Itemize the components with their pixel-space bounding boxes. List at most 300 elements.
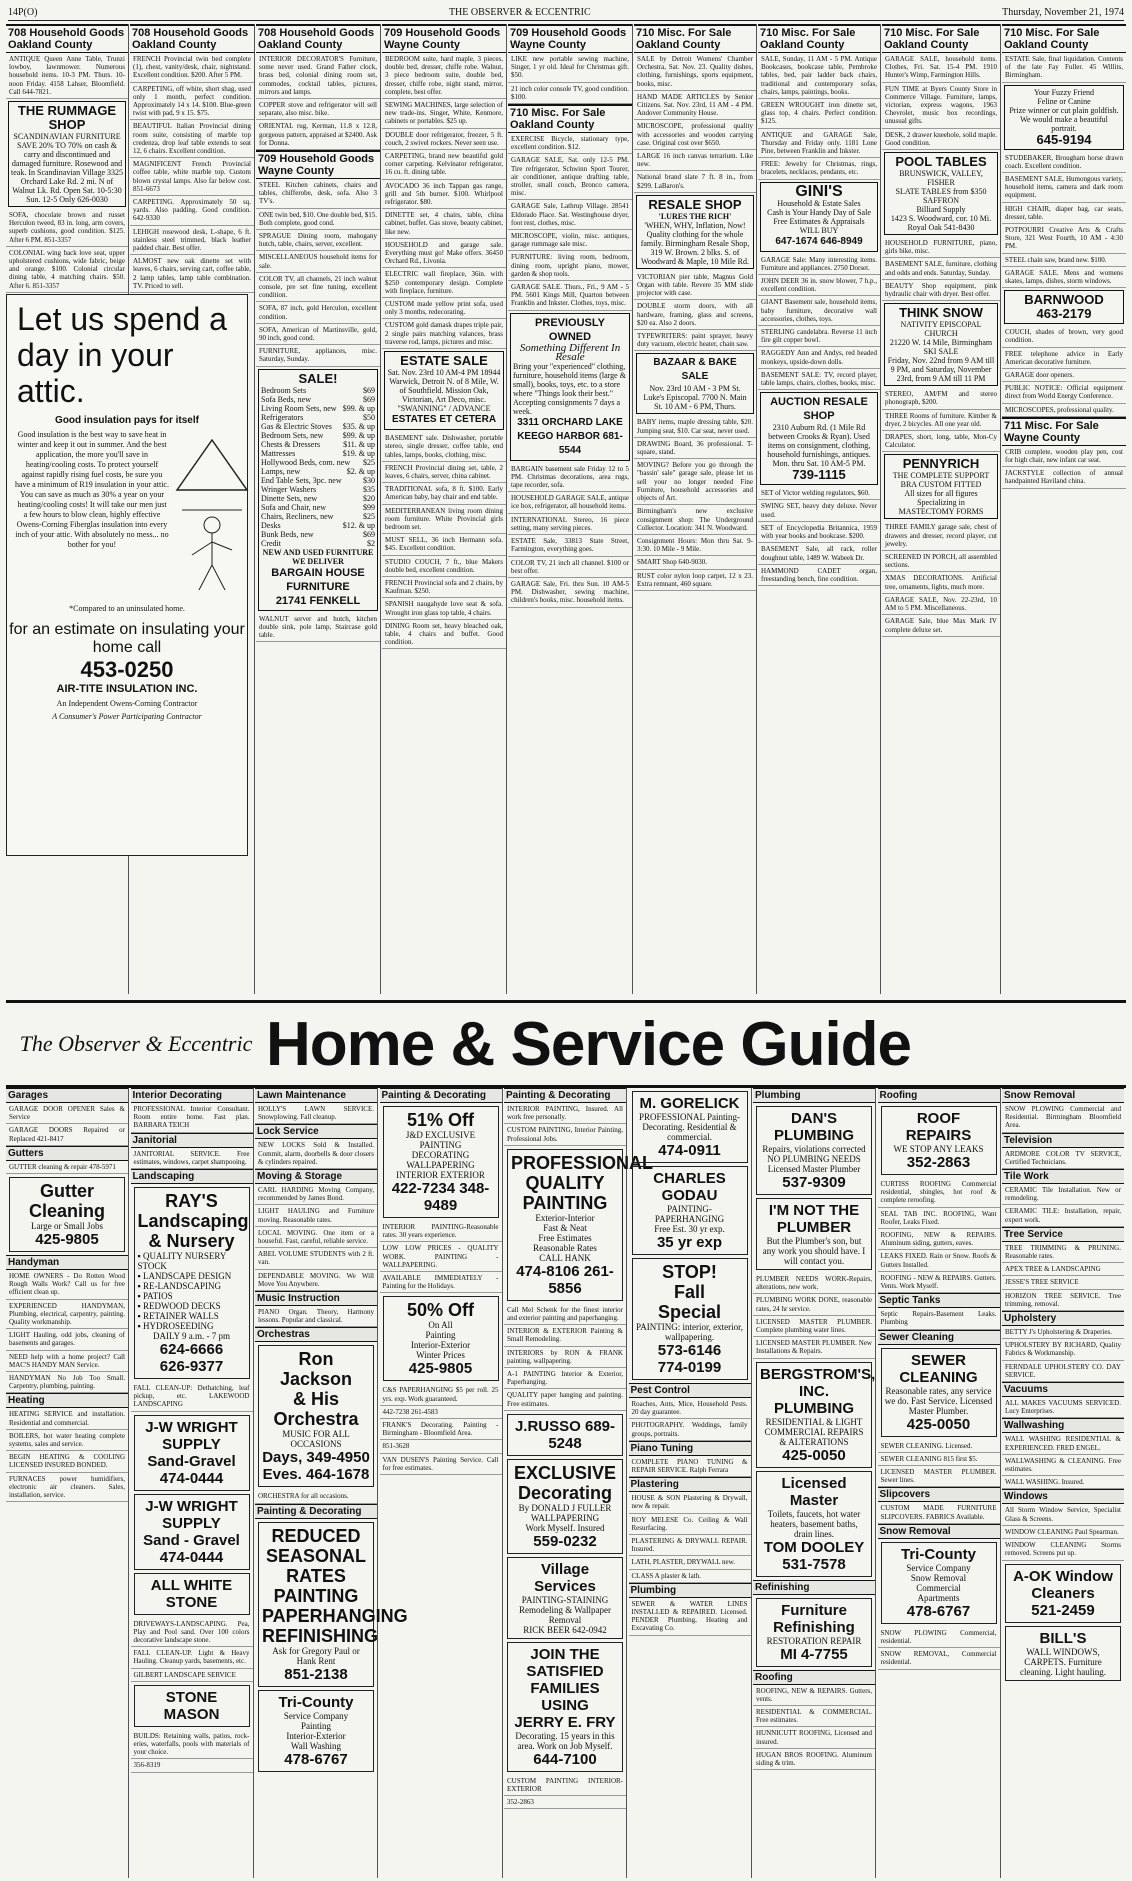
ad-body: 'WHEN, WHY, Inflation, Now! Quality clothing for the whole family. Birmingham Resale Shop, 319 W. Brown. 2 blks. S. of Woodward & Maple, 10 Mile Rd. [640, 220, 750, 266]
service-listing: ALL MAKES VACUUMS SERVICED. Lucy Enterprises. [1002, 1397, 1124, 1418]
service-list-item: ▪ RETAINER WALLS [137, 1311, 219, 1322]
sale-item-row [261, 521, 375, 530]
service-listing: WALL WASHING. Insured. [1002, 1476, 1124, 1489]
display-ad-title: RAY'S Landscaping & Nursery [137, 1191, 249, 1252]
service-listing: UPHOLSTERY BY RICHARD, Quality Fabrics & Workmanship. [1002, 1339, 1124, 1360]
ad-phone: 739-1115 [792, 467, 846, 483]
classified-column-3 [256, 24, 381, 994]
classified-ad: ESTATE Sale, 33813 State Street, Farmington, everything goes. [508, 535, 632, 556]
display-ad [507, 1414, 623, 1456]
ad-title: BAZAAR & BAKE SALE [653, 357, 737, 383]
classified-ad: CARPETING. Approximately 50 sq. yards. Also padding. Good condition. 642-9330 [130, 196, 254, 226]
classified-ad: DRAWING Board, 36 professional. T-square, stand. [634, 438, 756, 459]
sale-item-name: Mattresses [261, 448, 296, 458]
service-column-4 [380, 1088, 503, 1878]
service-listing: 356-8319 [131, 1759, 253, 1772]
column-heading: 710 Misc. For Sale Oakland County [508, 104, 632, 133]
display-ad-body: On All Painting Interior-Exterior Winter Prices [410, 1320, 471, 1361]
sale-item-row [261, 458, 375, 467]
service-listing: SNOW PLOWING Commercial and Residential. Birmingham Bloomfield Area. [1002, 1103, 1124, 1133]
service-listing: ROY MELESE Co. Ceiling & Wall Resurfacing. [629, 1514, 751, 1535]
display-ad-body: But the Plumber's son, but any work you should have. I will contact you. [762, 1236, 866, 1266]
sale-item-price: $19. & up [342, 448, 375, 458]
sale-item-name: Chests & Dressers [261, 439, 321, 449]
display-ad-body: PROFESSIONAL Painting-Decorating. Residential & commercial. [639, 1112, 740, 1142]
classified-ad: FURNITURE: living room, bedroom, dining room, upright piano, mower, garden & shop tools. [508, 251, 632, 281]
display-ad [756, 1362, 876, 1468]
sale-item-price: $69 [363, 529, 375, 539]
display-ad-title: Gutter Cleaning [28, 1181, 105, 1222]
sale-item-price: $2 [367, 538, 375, 548]
classified-ad: JACKSTYLE collection of annual handpainted Haviland china. [1002, 467, 1126, 488]
display-ad [881, 1106, 997, 1175]
service-listing: QUALITY paper hanging and painting. Free estimates. [504, 1389, 626, 1410]
display-ad-body: Ask for Gregory Paul or Hank Rent [272, 1645, 360, 1666]
display-ad-phone: 474-0911 [658, 1142, 721, 1159]
classified-ad: HOUSEHOLD and garage sale. Everything must go! Make offers. 36450 Orchard Rd., Livonia. [382, 239, 506, 269]
display-ad-body: Large or Small Jobs [30, 1221, 104, 1232]
classified-ad: BEAUTY Shop equipment, pink hydraulic chair with dryer. Best offer. [882, 280, 1000, 301]
service-listing: EXPERIENCED HANDYMAN, Plumbing, electrical, carpentry, painting. Quality workmanship. [6, 1300, 128, 1330]
service-listing: ABEL VOLUME STUDENTS with 2 ft. van. [255, 1248, 377, 1269]
service-list-item: ▪ HYDROSEEDING [137, 1321, 214, 1332]
display-ad-phone: 478-6767 [906, 1602, 971, 1620]
classified-ad: SALE, Sunday, 11 AM - 5 PM. Antique Bookcases, bookcase table, Pembroke tables, bed, pair ladder back chairs, traditional and contemporary sofas, chairs, lamps, paintings, books. [758, 53, 880, 99]
classified-ad: GARAGE SALE, Nov. 22-23rd, 10 AM to 5 PM. Miscellaneous. [882, 594, 1000, 615]
sale-item-row [261, 404, 375, 413]
classified-ad: Birmingham's new exclusive consignment shop: The Underground Collector. Location: 341 N. Woodward. [634, 505, 756, 535]
display-ad-phone: MI 4-7755 [780, 1645, 848, 1663]
classified-ad: BARGAIN basement sale Friday 12 to 5 PM. Christmas decorations, area rugs, tape recorder, sofa. [508, 463, 632, 493]
service-listing: 442-7238 261-4583 [380, 1406, 502, 1419]
service-listing: HUNNICUTT ROOFING, Licensed and insured. [753, 1727, 875, 1748]
ad-body: BRUNSWICK, VALLEY, FISHER SLATE TABLES from $350 SAFFRON Billiard Supply [895, 169, 987, 215]
display-ad [756, 1471, 872, 1577]
classified-ad: INTERNATIONAL Stereo, 16 piece setting, many serving pieces. [508, 514, 632, 535]
service-listing: LOW LOW PRICES - QUALITY WORK. PAINTING - WALLPAPERING. [380, 1242, 502, 1272]
fuzzy-friend-ad [1004, 85, 1124, 150]
service-listing: PHOTOGRAPHY. Weddings, family groups, portraits. [629, 1419, 751, 1440]
display-ad-phone: 425-9805 [35, 1231, 99, 1249]
category-heading: Windows [1002, 1489, 1124, 1504]
display-ad-title: STOP! Fall Special [657, 1262, 722, 1322]
display-ad [134, 1685, 250, 1727]
column-heading: 710 Misc. For Sale Oakland County [758, 24, 880, 53]
service-listing: PLUMBER NEEDS WORK-Repairs, alterations, new work. [753, 1273, 875, 1294]
sale-item-name: Bedroom Sets, new [261, 430, 324, 440]
service-listing: Call Mel Schenk for the finest interior and exterior painting and paperhanging. [504, 1304, 626, 1325]
previously-owned-ad [510, 313, 630, 461]
column-heading: 709 Household Goods Wayne County [382, 24, 506, 53]
sale-item-row [261, 467, 375, 476]
display-ad-title: ROOF REPAIRS [905, 1110, 972, 1144]
category-heading: Handyman [6, 1255, 128, 1270]
service-listing: HOUSE & SON Plastering & Drywall, new & repair. [629, 1492, 751, 1513]
sale-item-name: Bedroom Sets [261, 385, 307, 395]
service-listing: SEWER & WATER LINES INSTALLED & REPAIRED. Licensed. PENDER Plumbing, Heating and Excavating Co. [629, 1598, 751, 1636]
sale-item-row [261, 503, 375, 512]
classified-ad: BASEMENT SALE: TV, record player, table lamps, chairs, clothes, books, misc. [758, 369, 880, 390]
service-listing: PLASTERING & DRYWALL REPAIR. Insured. [629, 1535, 751, 1556]
insulation-estimate: for an estimate on insulating your home call [9, 621, 245, 656]
display-ad-phone: 352-2863 [906, 1154, 971, 1171]
sale-item-name: Dinette Sets, new [261, 493, 318, 503]
sale-item-price: $25 [363, 511, 375, 521]
estate-body: Sat. Nov. 23rd 10 AM-4 PM 18944 Warwick, Detroit N. of 8 Mile, W. of Southfield. Mission Oak, Victorian, Art Deco, misc. "SWANNING" / ADVANCE [387, 368, 501, 414]
classified-ad: LEHIGH rosewood desk, L-shape, 6 ft. stainless steel trimmed, black leather padded chair. Best offer. [130, 226, 254, 256]
service-listing: HUGAN BROS ROOFING. Aluminum siding & trim. [753, 1749, 875, 1770]
sale-item-price: $12. & up [342, 520, 375, 530]
sale-item-price: $35. & up [342, 421, 375, 431]
display-ad-title: Tri-County [901, 1545, 976, 1563]
service-guide-listings [6, 1088, 1126, 1878]
classified-ad: BASEMENT sale. Dishwasher, portable stereo, single dresser, coffee table, end tables, lamps, books, clothing, misc. [382, 432, 506, 462]
display-ad-body: Toilets, faucets, hot water heaters, basement baths, drain lines. [767, 1508, 861, 1539]
display-ad-body: WE STOP ANY LEAKS [893, 1144, 984, 1154]
service-listing: BEGIN HEATING & COOLING LICENSED INSURED BONDED. [6, 1451, 128, 1472]
classified-ad: HIGH CHAIR, diaper bag, car seats, dresser, table. [1002, 203, 1126, 224]
classified-ad: GARAGE Sale, Lathrup Village. 28541 Eldorado Place. Sat. Westinghouse dryer, foot rest, clothes, misc. [508, 200, 632, 230]
display-ad [507, 1557, 623, 1639]
classified-ad: AVOCADO 36 inch Tappan gas range, grill and 5th burner. $100. Whirlpool refrigerator. $80. [382, 180, 506, 210]
service-listing: Roaches, Ants, Mice, Household Pests. 20 day guarantee. [629, 1398, 751, 1419]
ad-title: BARNWOOD [1024, 292, 1104, 308]
category-heading: Music Instruction [255, 1291, 377, 1306]
service-listing: INTERIOR PAINTING-Reasonable rates. 30 years experience. [380, 1221, 502, 1242]
classified-ad: FREE telephone advice in Early American decorative furniture. [1002, 348, 1126, 369]
service-listing: WALLWASHING & CLEANING. Free estimates. [1002, 1455, 1124, 1476]
classified-ad: ESTATE Sale, final liquidation. Contents of the late Fay Fuller. 45 Willits, Birmingham. [1002, 53, 1126, 83]
service-listing: ARDMORE COLOR TV SERVICE, Certified Technicians. [1002, 1148, 1124, 1169]
sale-item-row [261, 413, 375, 422]
display-ad-phone: 478-6767 [284, 1750, 348, 1768]
sale-item-name: Desks [261, 520, 281, 530]
barnwood-ad [1004, 290, 1124, 324]
category-heading: Tree Service [1002, 1227, 1124, 1242]
display-ad-body: By DONALD J FULLER WALLPAPERING Work Myself. Insured [518, 1502, 612, 1533]
display-ad-title: 50% Off [406, 1300, 475, 1321]
sale-item-row [261, 440, 375, 449]
service-listing: FALL CLEAN-UP. Light & Heavy Hauling. Cleanup yards, basements, etc. [131, 1647, 253, 1668]
classified-ad: FREE: Jewelry for Christmas, rings, bracelets, necklaces, pendants, etc. [758, 158, 880, 179]
classified-ad: SEWING MACHINES, large selection of new trade-ins. Singer, White, Kenmore, cabinets or portables. $25 up. [382, 99, 506, 129]
category-heading: Upholstery [1002, 1311, 1124, 1326]
service-column-7 [753, 1088, 876, 1878]
display-ad-body: Service Company Painting Interior-Exterior Wall Washing [283, 1710, 349, 1751]
service-listing: TREE TRIMMING & PRUNING. Reasonable rates. [1002, 1242, 1124, 1263]
sale-item-row [261, 476, 375, 485]
classified-column-6 [634, 24, 757, 994]
classified-ad: MUST SELL, 36 inch Hermann sofa. $45. Excellent condition. [382, 534, 506, 555]
ad-address: 1423 S. Woodward, cor. 10 Mi. Royal Oak 541-8430 [890, 214, 992, 233]
classified-ad: MOVING? Before you go through the "bassin' sale" garage sale, please let us sell your no longer needed Fine Furniture, household accessories and objects of Art. [634, 459, 756, 505]
classified-ad: SET of Encyclopedia Britannica, 1959 with year books and bookcase. $200. [758, 522, 880, 543]
column-heading: 711 Misc. For Sale Wayne County [1002, 417, 1126, 446]
classified-ad: SOFA, chocolate brown and russet Herculon tweed, 83 in. long, arm covers, superb cushions, good condition. $125. After 6 PM. 851-3357 [6, 209, 128, 247]
service-listing: CERAMIC TILE: Installation, repair, expert work. [1002, 1205, 1124, 1226]
display-ad-title: CHARLES GODAU [653, 1170, 726, 1204]
sale-item-row [261, 539, 375, 548]
display-ad-title: Ron Jackson & His Orchestra [273, 1349, 359, 1430]
classifieds-top [6, 24, 1126, 994]
auction-resale-ad [760, 392, 878, 485]
classified-ad: XMAS DECORATIONS. Artificial tree, ornaments, lights, much more. [882, 572, 1000, 593]
category-heading: Roofing [753, 1670, 875, 1685]
classified-ad: FUN TIME at Byers County Store in Commerce Village. Furniture, lamps, victorian, express wagons, 1963 Chevrolet, music box recordings, unusual gifts. [882, 83, 1000, 129]
service-listing: FRANK'S Decorating. Painting - Birmingham - Bloomfield Area. [380, 1419, 502, 1440]
service-listing: C&S PAPERHANGING $5 per roll. 25 yrs. exp. Work guaranteed. [380, 1384, 502, 1405]
service-listing: FALL CLEAN-UP: Dethatching, leaf pickup, etc. LAKEWOOD LANDSCAPING [131, 1382, 253, 1412]
classified-ad: DINING Room set, heavy bleached oak, table, 4 chairs and buffet. Good condition. [382, 620, 506, 650]
category-heading: Pest Control [629, 1383, 751, 1398]
sale-ad [258, 369, 378, 611]
service-listing: CUSTOM PAINTING, Interior Painting, Professional Jobs. [504, 1124, 626, 1145]
classified-ad: SMART Shop 640-9030. [634, 556, 756, 569]
display-ad-body: PAINTING-STAINING Remodeling & Wallpaper Removal RICK BEER 642-0942 [518, 1594, 612, 1635]
sale-item-name: Sofa Beds, new [261, 394, 311, 404]
classified-ad: SCREENED IN PORCH, all assembled sections. [882, 551, 1000, 572]
classified-ad: GARAGE SALE, household items. Clothes, Fri. Sat. 15-4 PM. 1910 Hunter's Wimp, Farmington Hills. [882, 53, 1000, 83]
sale-item-row [261, 422, 375, 431]
service-listing: WINDOW CLEANING Paul Spearman. [1002, 1526, 1124, 1539]
category-heading: Roofing [878, 1088, 1000, 1103]
ad-phone: 645-9194 [1036, 131, 1092, 147]
display-ad [383, 1296, 499, 1381]
category-heading: Refinishing [753, 1580, 875, 1595]
classified-ad: SOFA, American of Martinsville, gold, 90 inch, good cond. [256, 324, 380, 345]
sale-item-price: $69 [363, 385, 375, 395]
newspaper-logo: The Observer & Eccentric [19, 1031, 253, 1056]
category-heading: Television [1002, 1133, 1124, 1148]
insulation-company: AIR-TITE INSULATION INC. [56, 683, 198, 695]
sale-item-row [261, 530, 375, 539]
service-listing: LATH, PLASTER, DRYWALL new. [629, 1556, 751, 1569]
classified-ad: MAGNIFICENT French Provincial coffee table, white marble top. Custom blown crystal lamps. Also far below cost. 851-6673 [130, 158, 254, 196]
service-listing: CUSTOM PAINTING INTERIOR-EXTERIOR [504, 1775, 626, 1796]
display-ad-title: EXCLUSIVE Decorating [513, 1462, 617, 1503]
classified-ad: VICTORIAN pier table, Magnus Gold Organ with table. Revere 35 MM slide projector with case. [634, 271, 756, 301]
display-ad-phone: 425-0050 [906, 1415, 971, 1433]
sale-item-name: Chairs, Recliners, new [261, 511, 334, 521]
service-listing: INTERIORS by RON & FRANK painting, wallpapering. [504, 1347, 626, 1368]
ad-body: Household & Estate Sales Cash is Your Handy Day of Sale Free Estimates & Appraisals WILL BUY [767, 198, 871, 235]
display-ad-title: DAN'S PLUMBING [774, 1110, 854, 1144]
display-ad-title: I'M NOT THE PLUMBER [768, 1202, 860, 1236]
display-ad-title: M. GORELICK [639, 1095, 740, 1112]
service-listing: NEW LOCKS Sold & Installed. Commit, alarm, doorbells & door closers & cylinders repaired. [255, 1139, 377, 1169]
classified-ad: GARAGE Sale: Many interesting items. Furniture and appliances. 2750 Dorset. [758, 254, 880, 275]
service-listing: A-1 PAINTING Interior & Exterior, Paperhanging. [504, 1368, 626, 1389]
display-ad-phone: 474-0444 [159, 1469, 224, 1487]
service-listing: BUILDS: Retaining walls, patios, rock-eries, waterfalls, pools with materials of your choice. [131, 1730, 253, 1760]
classified-ad: RUST color nylon loop carpet, 12 x 23. Extra remnant, 460 square. [634, 570, 756, 591]
page-header [8, 4, 1124, 21]
sale-item-row [261, 512, 375, 521]
sale-store: BARGAIN HOUSE FURNITURE 21741 FENKELL [271, 566, 365, 607]
category-heading: Sewer Cleaning [878, 1330, 1000, 1345]
category-heading: Wallwashing [1002, 1418, 1124, 1433]
category-heading: Snow Removal [1002, 1088, 1124, 1103]
classified-column-4 [382, 24, 507, 994]
sale-item-row [261, 431, 375, 440]
classified-ad: HAMMOND CADET organ, freestanding bench, fine condition. [758, 565, 880, 586]
display-ad-body: PAINTING: interior, exterior, wallpapering. [636, 1322, 743, 1342]
classified-ad: SWING SET, heavy duty deluxe. Never used. [758, 500, 880, 521]
classified-ad: SPRAGUE Dining room, mahogany hutch, table, chairs, server, excellent. [256, 230, 380, 251]
display-ad [756, 1198, 872, 1270]
classified-ad: DRAPES, short, long, table, Mon-Cy Calculator. [882, 431, 1000, 452]
service-column-1 [6, 1088, 129, 1878]
insulation-phone: 453-0250 [80, 657, 174, 682]
classified-ad: EXERCISE Bicycle, stationary type, excellent condition. $12. [508, 133, 632, 154]
sale-item-price: $99. & up [342, 403, 375, 413]
service-list-item: ▪ QUALITY NURSERY STOCK [137, 1251, 227, 1272]
classified-ad: MEDITERRANEAN living room dining room furniture. White Provincial girls bedroom set. [382, 505, 506, 535]
display-ad-phone: 474-8106 261-5856 [516, 1262, 614, 1297]
ad-title: RESALE SHOP [648, 196, 742, 212]
display-ad [507, 1149, 654, 1301]
display-ad-body: MUSIC FOR ALL OCCASIONS [282, 1429, 350, 1450]
column-heading: 709 Household Goods Wayne County [508, 24, 632, 53]
category-heading: Snow Removal [878, 1524, 1000, 1539]
classified-ad: BABY items, maple dressing table, $20. Jumping seat, $10. Car seat, never used. [634, 416, 756, 437]
classified-ad: BEDROOM suite, hard maple, 3 pieces, double bed, dresser, chiffe robe. Walnut, 3 piece bedroom suite, double bed, dresser, chiffe robe, night stand, mirror, complete, best offer. [382, 53, 506, 99]
classified-ad: FURNITURE, appliances, misc. Saturday, Sunday. [256, 345, 380, 366]
sale-item-name: Refrigerators [261, 412, 304, 422]
classified-ad: INTERIOR DECORATOR'S Furniture, some never used. Grand Father clock, brass bed, colonial dining room set, commodes, cocktail tables, pictures, mirrors and lamps. [256, 53, 380, 99]
classified-column-5 [508, 24, 633, 994]
service-listing: PROFESSIONAL Interior Consultant. Room entire home. Fast plan. BARBARA TEICH [131, 1103, 253, 1133]
classified-ad: BASEMENT SALE, furniture, clothing and odds and ends. Saturday, Sunday. [882, 258, 1000, 279]
sale-item-name: Lamps, new [261, 466, 301, 476]
display-ad [258, 1522, 408, 1687]
column-heading: 708 Household Goods Oakland County [256, 24, 380, 53]
estate-company: ESTATES ET CETERA [391, 414, 497, 426]
ad-body: SCANDINAVIAN FURNITURE SAVE 20% TO 70% on cash & carry and discontinued and damaged furniture. Rosewood and teak. In Scandinavian Village 3325 Orchard Lake Rd. 2 mi. N of Walnut Lk. Rd. Open Sat. 10-5:30 Sun. 12-5 Only 626-0030 [11, 132, 124, 205]
ad-subtitle: 'LURES THE RICH' [658, 211, 732, 221]
column-heading: 710 Misc. For Sale Oakland County [634, 24, 756, 53]
sale-item-row [261, 485, 375, 494]
classified-ad: CUSTOM gold damask drapes triple pair, 2 single pairs matching valances, brass traverse rod, lamps, pictures and misc. [382, 319, 506, 349]
service-list-item: ▪ RE-LANDSCAPING [137, 1281, 221, 1292]
service-list-item: ▪ PATIOS [137, 1291, 173, 1302]
display-ad-title: JOIN THE SATISFIED FAMILIES USING JERRY E. FRY [514, 1645, 616, 1731]
classified-ad: FRENCH Provincial twin bed complete (1), chest, vanity/desk, chair, nightstand. Excellent condition. $200. After 5 PM. [130, 53, 254, 83]
classified-ad: GARAGE Sale, Fri. thru Sun. 10 AM-5 PM. Dishwasher, sewing machine, children's books, misc. household items. [508, 578, 632, 608]
display-ad-title: A-OK Window Cleaners [1013, 1567, 1113, 1602]
service-listing: JANITORIAL SERVICE. Free estimates, windows, carpet shampooing. [131, 1148, 253, 1169]
service-listing: HEATING SERVICE and installation. Residential and commercial. [6, 1408, 128, 1429]
service-listing: LICENSED MASTER PLUMBER. Sewer lines. [878, 1466, 1000, 1487]
sale-item-name: Wringer Washers [261, 484, 317, 494]
classified-ad: POTPOURRI Creative Arts & Crafts Store, 321 West Fourth, 10 AM - 4:30 PM. [1002, 224, 1126, 254]
classified-column-9 [1002, 24, 1126, 994]
classified-ad: GARAGE SALE. Mens and womens skates, lamps, dishes, storm windows. [1002, 267, 1126, 288]
estate-title: ESTATE SALE [400, 353, 488, 369]
classified-ad: MICROSCOPE, violin, misc. antiques, garage rummage sale misc. [508, 230, 632, 251]
display-ad-title: J-W WRIGHT SUPPLY Sand - Gravel [143, 1497, 240, 1549]
service-listing: WINDOW CLEANING Storms removed. Screens put up. [1002, 1539, 1124, 1560]
display-ad [756, 1106, 872, 1195]
service-listing: LIGHT Hauling, odd jobs, cleaning of basements and garages. [6, 1329, 128, 1350]
category-heading: Landscaping [131, 1169, 253, 1184]
sale-item-name: Sofa and Chair, new [261, 502, 326, 512]
think-snow-ad [884, 303, 998, 386]
insulation-footnote: *Compared to an uninsulated home. [69, 604, 185, 613]
classified-ad: COLOR TV, 21 inch all channel. $100 or best offer. [508, 557, 632, 578]
classified-ad: LARGE 16 inch canvas terrarium. Like new. [634, 150, 756, 171]
ad-body: Nov. 23rd 10 AM - 3 PM St. Luke's Episcopal. 7700 N. Main St. 10 AM - 6 PM, Thurs. [643, 384, 747, 412]
service-listing: NEED help with a home project? Call MAC'S HANDY MAN Service. [6, 1351, 128, 1372]
service-listing: INTERIOR PAINTING, Insured. All work free personally. [504, 1103, 626, 1124]
classified-ad: SET of Victor welding regulators, $60. [758, 487, 880, 500]
classified-ad: FRENCH Provincial sofa and 2 chairs, by Kaufman. $250. [382, 577, 506, 598]
display-ad-title: BILL'S [1039, 1629, 1087, 1647]
classified-column-2 [130, 24, 255, 994]
classified-ad: MICROSCOPE, professional quality with accessories and wooden carrying case. Original cost over $650. [634, 120, 756, 150]
service-listing: CUSTOM MADE FURNITURE SLIPCOVERS. FABRICS Available. [878, 1502, 1000, 1523]
category-heading: Gutters [6, 1146, 128, 1161]
display-ad-phone: 425-0050 [782, 1446, 846, 1464]
sale-item-name: Gas & Electric Stoves [261, 421, 332, 431]
display-ad [258, 1345, 374, 1487]
classified-ad: BASEMENT SALE, Humongous variety, household items, camera and dark room equipment. [1002, 173, 1126, 203]
service-listing: HORIZON TREE SERVICE. Tree trimming, removal. [1002, 1290, 1124, 1311]
service-listing: HOME OWNERS - Do Rotten Wood Rough Walls Work? Call us for free efficient clean up. [6, 1270, 128, 1300]
category-heading: Plastering [629, 1477, 751, 1492]
sale-item-price: $99. & up [342, 430, 375, 440]
service-listing: SNOW PLOWING Commercial, residential. [878, 1627, 1000, 1648]
sale-item-name: Bunk Beds, new [261, 529, 314, 539]
ginis-ad [760, 182, 878, 252]
category-heading: Lock Service [255, 1124, 377, 1139]
display-ad-phone: Days, 349-4950 Eves. 464-1678 [262, 1449, 370, 1484]
display-ad-title: STONE MASON [163, 1688, 220, 1723]
sale-item-name: Hollywood Beds, com. new [261, 457, 351, 467]
classified-ad: GARAGE SALE, Sat. only 12-5 PM. Tire refrigerator, Schwinn Sport Tourer, air conditioner, antique drafting table, stroller, small couch, Bronco camera, misc. [508, 154, 632, 200]
column-heading: 710 Misc. For Sale Oakland County [1002, 24, 1126, 53]
display-ad-phone: 474-0444 [159, 1548, 224, 1566]
estate-sale-ad [384, 351, 504, 430]
classified-ad: ANTIQUE and GARAGE Sale, Thursday and Friday only. 1181 Lone Pine, between Franklin and Inkster. [758, 129, 880, 159]
service-listing: ROOFING, NEW & REPAIRS. Gutters, vents. [753, 1685, 875, 1706]
display-ad [632, 1166, 748, 1255]
service-listing: AVAILABLE IMMEDIATELY - Painting for the Holidays. [380, 1272, 502, 1293]
ad-body: Your Fuzzy Friend Feline or Canine Prize winner or cut plain goldfish. We would make a beautiful portrait. [1009, 87, 1119, 133]
display-ad-body: J&D EXCLUSIVE PAINTING DECORATING WALLPAPERING INTERIOR EXTERIOR [396, 1130, 485, 1180]
service-listing: DEPENDABLE MOVING. We Will Move You Anywhere. [255, 1270, 377, 1291]
service-listing: ROOFING, NEW & REPAIRS. Aluminum siding, gutters, eaves. [878, 1229, 1000, 1250]
service-listing: SEWER CLEANING. Licensed. [878, 1440, 1000, 1453]
classified-ad: DINETTE set, 4 chairs, table, china cabinet, buffet. Gas stove, beauty cabinet, like new. [382, 209, 506, 239]
display-ad [134, 1494, 250, 1570]
display-ad-title: Licensed Master [781, 1474, 847, 1509]
insulation-subhead: Good insulation pays for itself [55, 415, 199, 426]
classified-ad: HOUSEHOLD GARAGE SALE, antique ice box, refrigerator, all household items. [508, 492, 632, 513]
service-column-8 [878, 1088, 1001, 1878]
display-ad-title: PROFESSIONAL QUALITY PAINTING [511, 1152, 654, 1213]
classified-ad: HAND MADE ARTICLES by Senior Citizens. Sat. Nov. 23rd, 11 AM - 4 PM. Andover Community House. [634, 91, 756, 121]
classified-ad: COLOR TV, all channels, 21 inch walnut console, pre set fine tuning, excellent condition. [256, 273, 380, 303]
sale-item-row [261, 449, 375, 458]
classified-ad: National brand slate 7 ft. 8 in., from $299. LaBaron's. [634, 171, 756, 192]
classified-ad: CARPETING, off white, short shag, used only 1 month, perfect condition. Approximately 14 x 14. $100. Blue-green twist with pad, 9 x 15. $75. [130, 83, 254, 121]
classified-ad: TRADITIONAL sofa, 8 ft. $100. Early American baby, bay chair and end table. [382, 483, 506, 504]
display-ad [632, 1258, 748, 1380]
display-ad [507, 1459, 623, 1554]
service-listing: LOCAL MOVING. One item or a houseful. Fast, careful, reliable service. [255, 1227, 377, 1248]
service-listing: APEX TREE & LANDSCAPING [1002, 1263, 1124, 1276]
